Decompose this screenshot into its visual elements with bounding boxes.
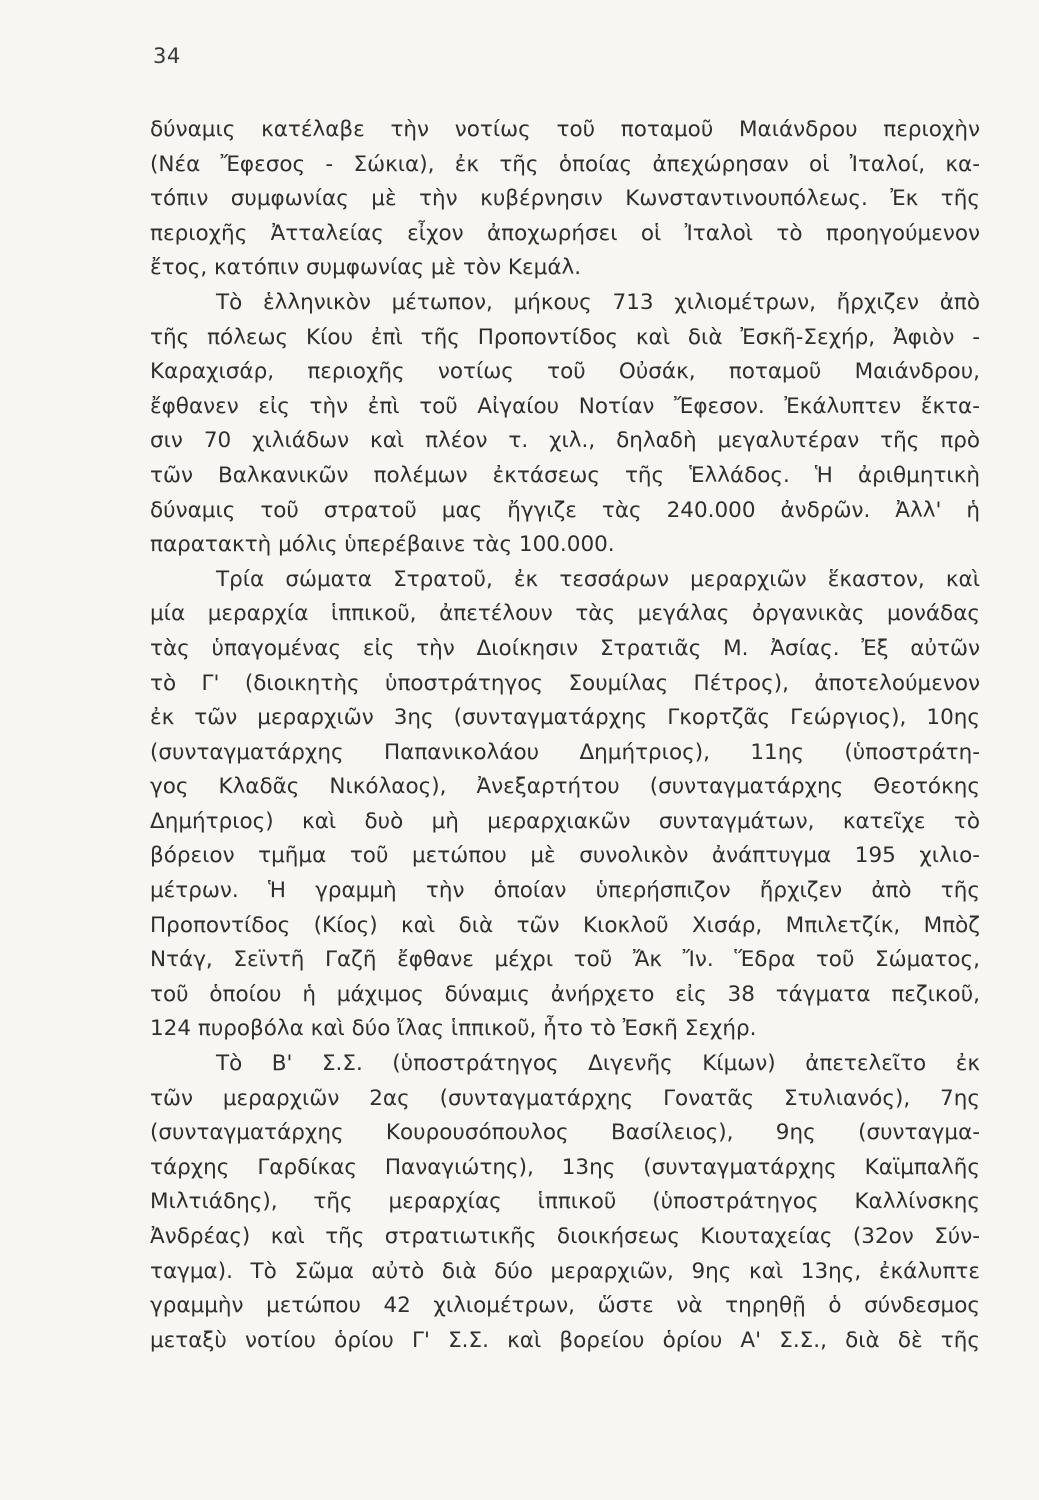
text-line: (συνταγματάρχης Κουρουσόπουλος Βασίλειος), 9ης (συνταγμα- (150, 1120, 980, 1146)
paragraph (150, 1047, 980, 1358)
text-line: δύναμις τοῦ στρατοῦ μας ἤγγιζε τὰς 240.000 ἀνδρῶν. Ἀλλ' ἡ (150, 497, 980, 523)
page-number: 34 (153, 44, 181, 68)
text-line: σιν 70 χιλιάδων καὶ πλέον τ. χιλ., δηλαδὴ μεγαλυτέραν τῆς πρὸ (150, 428, 980, 454)
text-line: περιοχῆς Ἀτταλείας εἶχον ἀποχωρήσει οἱ Ἰταλοὶ τὸ προηγούμενον (150, 220, 980, 246)
text-line: μέτρων. Ἡ γραμμὴ τὴν ὁποίαν ὑπερήσπιζον ἤρχιζεν ἀπὸ τῆς (150, 878, 980, 904)
text-line: ἔτος, κατόπιν συμφωνίας μὲ τὸν Κεμάλ. (150, 255, 582, 281)
text-line: Ἀνδρέας) καὶ τῆς στρατιωτικῆς διοικήσεως Κιουταχείας (32ον Σύν- (150, 1224, 980, 1249)
text-line: (συνταγματάρχης Παπανικολάου Δημήτριος), 11ης (ὑποστράτη- (150, 739, 980, 765)
paragraph (150, 286, 980, 563)
paragraph (150, 563, 980, 1047)
text-line: τῆς πόλεως Κίου ἐπὶ τῆς Προποντίδος καὶ διὰ Ἐσκῆ-Σεχήρ, Ἀφιὸν - (150, 324, 980, 350)
paragraph (150, 113, 980, 286)
text-line: Τρία σώματα Στρατοῦ, ἐκ τεσσάρων μεραρχιῶν ἕκαστον, καὶ (216, 566, 980, 592)
text-line: τῶν μεραρχιῶν 2ας (συνταγματάρχης Γονατᾶς Στυλιανός), 7ης (150, 1085, 980, 1111)
text-line: Ντάγ, Σεϊντῆ Γαζῆ ἔφθανε μέχρι τοῦ Ἄκ Ἴν. Ἕδρα τοῦ Σώματος, (150, 947, 980, 973)
text-line: Προποντίδος (Κίος) καὶ διὰ τῶν Κιοκλοῦ Χισάρ, Μπιλετζίκ, Μπὸζ (150, 912, 980, 938)
text-line: γραμμὴν μετώπου 42 χιλιομέτρων, ὥστε νὰ τηρηθῇ ὁ σύνδεσμος (150, 1293, 980, 1319)
text-line: 124 πυροβόλα καὶ δύο ἴλας ἱππικοῦ, ἦτο τὸ Ἐσκῆ Σεχήρ. (150, 1016, 757, 1042)
text-line: Τὸ Β' Σ.Σ. (ὑποστράτηγος Διγενῆς Κίμων) ἀπετελεῖτο ἐκ (216, 1051, 980, 1077)
text-line: τάρχης Γαρδίκας Παναγιώτης), 13ης (συνταγματάρχης Καϊμπαλῆς (150, 1154, 980, 1180)
text-line: ταγμα). Τὸ Σῶμα αὐτὸ διὰ δύο μεραρχιῶν, 9ης καὶ 13ης, ἐκάλυπτε (150, 1258, 980, 1284)
text-line: παρατακτὴ μόλις ὑπερέβαινε τὰς 100.000. (150, 532, 615, 558)
text-line: γος Κλαδᾶς Νικόλαος), Ἀνεξαρτήτου (συνταγματάρχης Θεοτόκης (150, 774, 980, 800)
text-line: τοῦ ὁποίου ἡ μάχιμος δύναμις ἀνήρχετο εἰς 38 τάγματα πεζικοῦ, (150, 981, 980, 1007)
text-line: Δημήτριος) καὶ δυὸ μὴ μεραρχιακῶν συνταγμάτων, κατεῖχε τὸ (150, 808, 980, 834)
text-line: βόρειον τμῆμα τοῦ μετώπου μὲ συνολικὸν ἀνάπτυγμα 195 χιλιο- (150, 843, 980, 869)
text-line: δύναμις κατέλαβε τὴν νοτίως τοῦ ποταμοῦ Μαιάνδρου περιοχὴν (150, 117, 980, 142)
text-line: Καραχισάρ, περιοχῆς νοτίως τοῦ Οὐσάκ, ποταμοῦ Μαιάνδρου, (150, 359, 980, 385)
text-line: τόπιν συμφωνίας μὲ τὴν κυβέρνησιν Κωνσταντινουπόλεως. Ἐκ τῆς (150, 186, 980, 212)
text-line: τὸ Γ' (διοικητὴς ὑποστράτηγος Σουμίλας Πέτρος), ἀποτελούμενον (150, 670, 980, 696)
text-line: Τὸ ἑλληνικὸν μέτωπον, μήκους 713 χιλιομέτρων, ἤρχιζεν ἀπὸ (216, 289, 980, 315)
text-line: μεταξὺ νοτίου ὁρίου Γ' Σ.Σ. καὶ βορείου ὁρίου Α' Σ.Σ., διὰ δὲ τῆς (150, 1327, 980, 1353)
text-line: ἐκ τῶν μεραρχιῶν 3ης (συνταγματάρχης Γκορτζᾶς Γεώργιος), 10ης (150, 705, 980, 731)
text-line: τῶν Βαλκανικῶν πολέμων ἐκτάσεως τῆς Ἑλλάδος. Ἡ ἀριθμητικὴ (150, 462, 980, 488)
text-line: (Νέα Ἔφεσος - Σώκια), ἐκ τῆς ὁποίας ἀπεχώρησαν οἱ Ἰταλοί, κα- (150, 151, 980, 177)
text-body (150, 113, 980, 1358)
text-line: μία μεραρχία ἱππικοῦ, ἀπετέλουν τὰς μεγάλας ὀργανικὰς μονάδας (150, 601, 980, 627)
text-line: τὰς ὑπαγομένας εἰς τὴν Διοίκησιν Στρατιᾶς Μ. Ἀσίας. Ἐξ αὐτῶν (150, 635, 980, 661)
text-line: Μιλτιάδης), τῆς μεραρχίας ἱππικοῦ (ὑποστράτηγος Καλλίνσκης (150, 1189, 980, 1215)
text-line: ἔφθανεν εἰς τὴν ἐπὶ τοῦ Αἰγαίου Νοτίαν Ἔφεσον. Ἐκάλυπτεν ἔκτα- (150, 393, 980, 419)
